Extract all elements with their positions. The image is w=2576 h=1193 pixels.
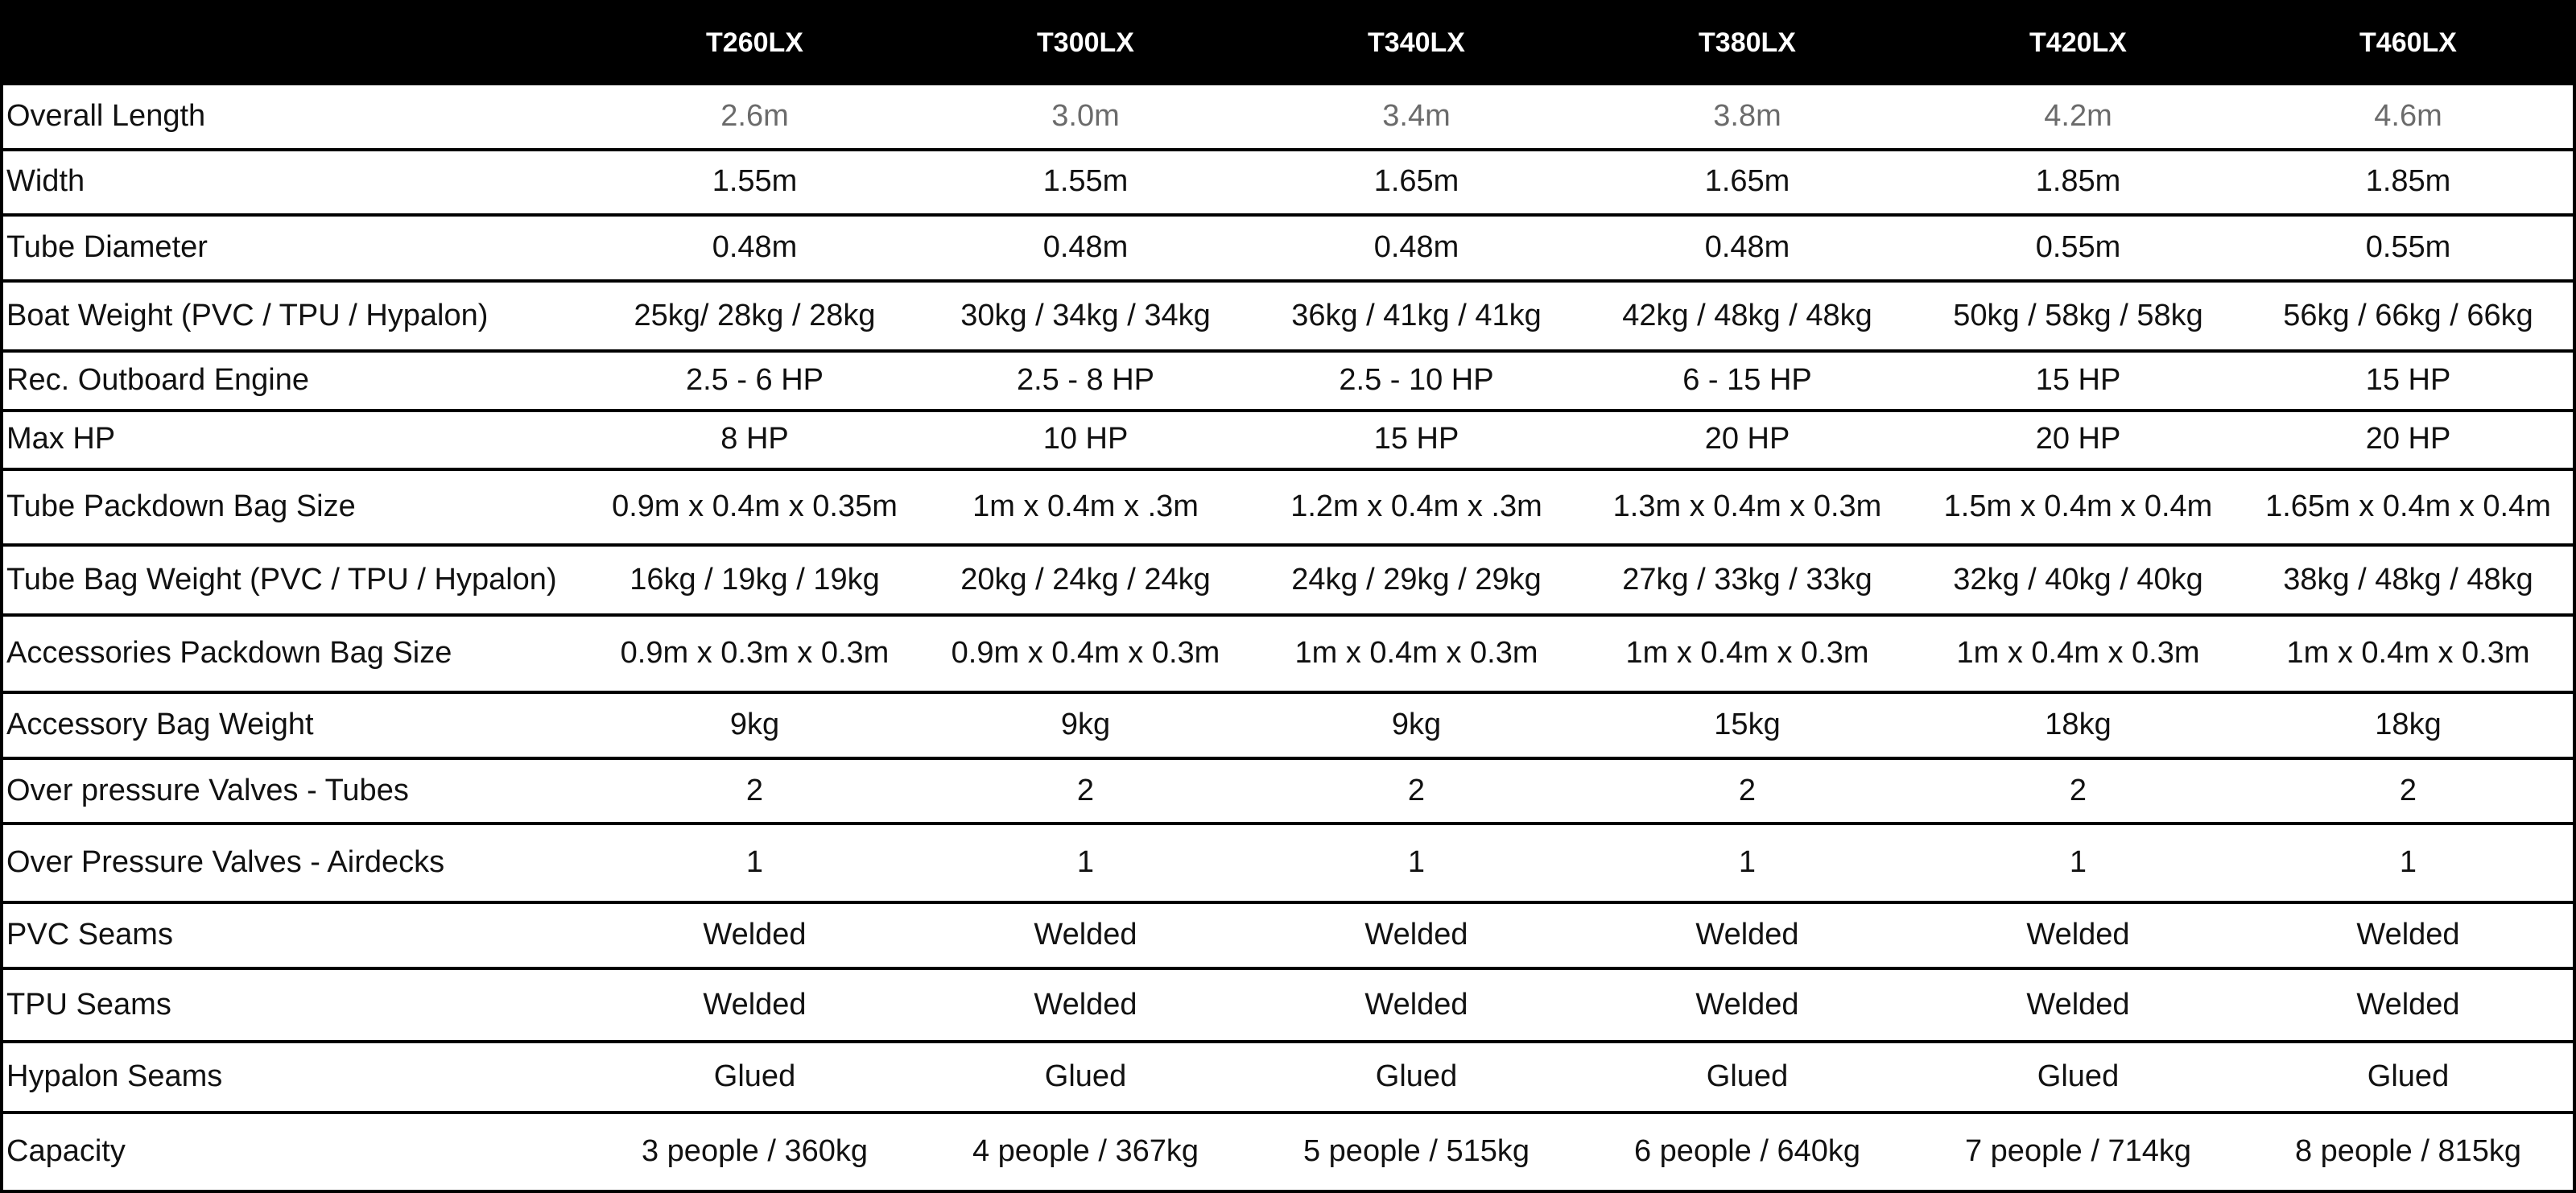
spec-cell: 1 (589, 824, 920, 902)
model-header: T340LX (1251, 2, 1582, 84)
spec-cell: 9kg (920, 692, 1251, 758)
spec-cell: 0.9m x 0.4m x 0.3m (920, 615, 1251, 692)
spec-cell: 0.48m (1582, 215, 1913, 281)
table-row (2, 351, 2574, 410)
spec-cell: 0.55m (1913, 215, 2244, 281)
spec-cell: 1.65m (1582, 150, 1913, 216)
spec-cell: 1 (1251, 824, 1582, 902)
spec-cell: 9kg (589, 692, 920, 758)
table-row (2, 545, 2574, 616)
spec-cell: 0.9m x 0.3m x 0.3m (589, 615, 920, 692)
spec-cell: 4.6m (2244, 84, 2574, 150)
table-row (2, 1042, 2574, 1113)
table-row (2, 758, 2574, 824)
spec-cell: 9kg (1251, 692, 1582, 758)
spec-cell: 18kg (1913, 692, 2244, 758)
spec-cell: Welded (1582, 902, 1913, 968)
spec-cell: Glued (1582, 1042, 1913, 1113)
row-label: Tube Bag Weight (PVC / TPU / Hypalon) (2, 545, 589, 616)
spec-cell: 8 people / 815kg (2244, 1113, 2574, 1191)
table-row (2, 1113, 2574, 1191)
spec-cell: Welded (589, 902, 920, 968)
spec-cell: Welded (2244, 968, 2574, 1042)
spec-cell: 1m x 0.4m x .3m (920, 469, 1251, 545)
spec-cell: Glued (920, 1042, 1251, 1113)
spec-cell: 32kg / 40kg / 40kg (1913, 545, 2244, 616)
model-header: T380LX (1582, 2, 1913, 84)
row-label: Max HP (2, 411, 589, 469)
spec-cell: 30kg / 34kg / 34kg (920, 281, 1251, 352)
spec-cell: 8 HP (589, 411, 920, 469)
spec-cell: 15 HP (1251, 411, 1582, 469)
spec-cell: 27kg / 33kg / 33kg (1582, 545, 1913, 616)
spec-cell: 2 (1251, 758, 1582, 824)
spec-cell: 1m x 0.4m x 0.3m (1913, 615, 2244, 692)
spec-cell: 1.65m (1251, 150, 1582, 216)
table-row (2, 411, 2574, 469)
model-header: T420LX (1913, 2, 2244, 84)
row-label: Accessories Packdown Bag Size (2, 615, 589, 692)
spec-cell: 3.0m (920, 84, 1251, 150)
table-row (2, 902, 2574, 968)
spec-cell: 3.4m (1251, 84, 1582, 150)
spec-cell: 15 HP (1913, 351, 2244, 410)
spec-cell: 10 HP (920, 411, 1251, 469)
spec-cell: Welded (1251, 902, 1582, 968)
spec-cell: 2.5 - 6 HP (589, 351, 920, 410)
table-row (2, 150, 2574, 216)
spec-cell: 0.48m (1251, 215, 1582, 281)
spec-cell: Welded (920, 902, 1251, 968)
spec-cell: 18kg (2244, 692, 2574, 758)
spec-cell: 3.8m (1582, 84, 1913, 150)
table-row (2, 615, 2574, 692)
spec-cell: 7 people / 714kg (1913, 1113, 2244, 1191)
spec-body (2, 84, 2574, 1191)
table-row (2, 215, 2574, 281)
spec-cell: 1.65m x 0.4m x 0.4m (2244, 469, 2574, 545)
spec-cell: 0.48m (920, 215, 1251, 281)
spec-cell: 4 people / 367kg (920, 1113, 1251, 1191)
spec-cell: Welded (1913, 968, 2244, 1042)
spec-cell: 25kg/ 28kg / 28kg (589, 281, 920, 352)
model-header: T460LX (2244, 2, 2574, 84)
spec-cell: 6 people / 640kg (1582, 1113, 1913, 1191)
row-label: Tube Packdown Bag Size (2, 469, 589, 545)
spec-cell: 36kg / 41kg / 41kg (1251, 281, 1582, 352)
spec-cell: 1 (1582, 824, 1913, 902)
spec-cell: 1.3m x 0.4m x 0.3m (1582, 469, 1913, 545)
spec-cell: Glued (1913, 1042, 2244, 1113)
spec-cell: 0.48m (589, 215, 920, 281)
table-row (2, 824, 2574, 902)
spec-cell: 1 (920, 824, 1251, 902)
spec-cell: 20 HP (1582, 411, 1913, 469)
row-label: Tube Diameter (2, 215, 589, 281)
spec-cell: 42kg / 48kg / 48kg (1582, 281, 1913, 352)
header-corner (2, 2, 589, 84)
spec-cell: 1m x 0.4m x 0.3m (1582, 615, 1913, 692)
spec-cell: 2 (1913, 758, 2244, 824)
spec-cell: 16kg / 19kg / 19kg (589, 545, 920, 616)
row-label: Boat Weight (PVC / TPU / Hypalon) (2, 281, 589, 352)
row-label: PVC Seams (2, 902, 589, 968)
spec-cell: 1.85m (1913, 150, 2244, 216)
spec-cell: Welded (1582, 968, 1913, 1042)
spec-cell: 1 (1913, 824, 2244, 902)
row-label: TPU Seams (2, 968, 589, 1042)
spec-cell: 24kg / 29kg / 29kg (1251, 545, 1582, 616)
row-label: Rec. Outboard Engine (2, 351, 589, 410)
table-row (2, 469, 2574, 545)
model-header: T300LX (920, 2, 1251, 84)
spec-cell: 15 HP (2244, 351, 2574, 410)
spec-cell: 3 people / 360kg (589, 1113, 920, 1191)
spec-cell: Glued (589, 1042, 920, 1113)
row-label: Hypalon Seams (2, 1042, 589, 1113)
row-label: Width (2, 150, 589, 216)
row-label: Accessory Bag Weight (2, 692, 589, 758)
spec-cell: 38kg / 48kg / 48kg (2244, 545, 2574, 616)
spec-cell: 2.6m (589, 84, 920, 150)
spec-cell: Glued (1251, 1042, 1582, 1113)
spec-cell: 1.55m (920, 150, 1251, 216)
spec-cell: 5 people / 515kg (1251, 1113, 1582, 1191)
row-label: Over Pressure Valves - Airdecks (2, 824, 589, 902)
spec-cell: 1m x 0.4m x 0.3m (2244, 615, 2574, 692)
spec-cell: Welded (1913, 902, 2244, 968)
spec-cell: 4.2m (1913, 84, 2244, 150)
table-row (2, 281, 2574, 352)
spec-cell: Welded (920, 968, 1251, 1042)
table-row (2, 968, 2574, 1042)
spec-cell: 1 (2244, 824, 2574, 902)
spec-cell: 2 (920, 758, 1251, 824)
spec-cell: 15kg (1582, 692, 1913, 758)
header-row (2, 2, 2574, 84)
spec-cell: 20 HP (2244, 411, 2574, 469)
row-label: Overall Length (2, 84, 589, 150)
spec-cell: 2 (2244, 758, 2574, 824)
spec-cell: Welded (1251, 968, 1582, 1042)
table-row (2, 692, 2574, 758)
model-header: T260LX (589, 2, 920, 84)
spec-cell: 1.2m x 0.4m x .3m (1251, 469, 1582, 545)
spec-cell: 6 - 15 HP (1582, 351, 1913, 410)
spec-cell: 2.5 - 10 HP (1251, 351, 1582, 410)
row-label: Over pressure Valves - Tubes (2, 758, 589, 824)
row-label: Capacity (2, 1113, 589, 1191)
spec-cell: 0.55m (2244, 215, 2574, 281)
spec-cell: 1.55m (589, 150, 920, 216)
spec-cell: 50kg / 58kg / 58kg (1913, 281, 2244, 352)
spec-cell: 20 HP (1913, 411, 2244, 469)
spec-cell: 2 (1582, 758, 1913, 824)
spec-cell: 2.5 - 8 HP (920, 351, 1251, 410)
spec-cell: 1.85m (2244, 150, 2574, 216)
spec-cell: Glued (2244, 1042, 2574, 1113)
spec-cell: 0.9m x 0.4m x 0.35m (589, 469, 920, 545)
spec-cell: 2 (589, 758, 920, 824)
spec-cell: 1m x 0.4m x 0.3m (1251, 615, 1582, 692)
spec-cell: Welded (589, 968, 920, 1042)
spec-cell: 20kg / 24kg / 24kg (920, 545, 1251, 616)
spec-cell: Welded (2244, 902, 2574, 968)
spec-cell: 56kg / 66kg / 66kg (2244, 281, 2574, 352)
table-row (2, 84, 2574, 150)
spec-cell: 1.5m x 0.4m x 0.4m (1913, 469, 2244, 545)
